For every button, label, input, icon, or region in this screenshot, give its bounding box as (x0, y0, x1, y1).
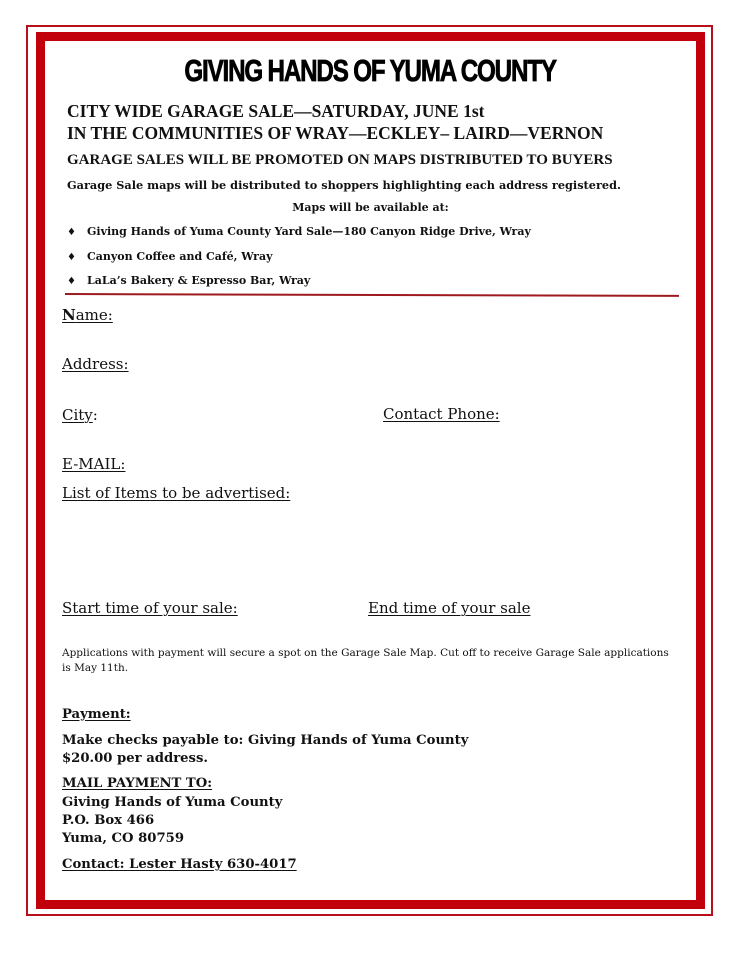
maps-note: Garage Sale maps will be distributed to shoppers highlighting each address registered. (67, 178, 621, 192)
start-time-field-label[interactable]: Start time of your sale: (62, 599, 238, 617)
city-field-label[interactable] (62, 405, 98, 424)
location-text: Canyon Coffee and Café, Wray (87, 250, 273, 263)
payable-to-line: Make checks payable to: Giving Hands of Yuma County (62, 733, 469, 748)
mailing-address-line: Giving Hands of Yuma County (62, 795, 283, 810)
city-colon: : (92, 406, 98, 424)
name-initial: N (62, 306, 76, 324)
email-field-label[interactable]: E-MAIL: (62, 455, 126, 473)
address-field-label[interactable]: Address: (62, 355, 129, 373)
location-text: LaLa’s Bakery & Espresso Bar, Wray (87, 274, 311, 287)
mail-payment-heading: MAIL PAYMENT TO: (62, 776, 213, 791)
end-time-field-label[interactable]: End time of your sale (368, 599, 531, 617)
diamond-bullet-icon: ♦ (67, 276, 76, 287)
flyer-page (45, 41, 696, 900)
contact-line: Contact: Lester Hasty 630-4017 (62, 857, 297, 872)
maps-available-label: Maps will be available at: (292, 201, 449, 214)
communities-headline: IN THE COMMUNITIES OF WRAY—ECKLEY– LAIRD—VERNON (67, 123, 604, 143)
name-label-rest: ame: (75, 306, 113, 324)
location-item (67, 274, 311, 287)
location-item (67, 250, 273, 263)
city-label: City (62, 406, 93, 424)
flyer-title-text: GIVING HANDS OF YUMA COUNTY (184, 53, 557, 88)
fee-line: $20.00 per address. (62, 751, 208, 766)
application-note: Applications with payment will secure a spot on the Garage Sale Map. Cut off to receive Garage Sale applications is May 11th. (62, 647, 669, 674)
payment-heading: Payment: (62, 707, 131, 722)
contact-phone-field-label[interactable]: Contact Phone: (383, 405, 500, 423)
items-field-label[interactable]: List of Items to be advertised: (62, 484, 291, 502)
diamond-bullet-icon: ♦ (67, 252, 76, 263)
event-date-headline: CITY WIDE GARAGE SALE—SATURDAY, JUNE 1st (67, 101, 485, 121)
diamond-bullet-icon: ♦ (67, 227, 76, 238)
name-field-label[interactable] (62, 306, 113, 324)
location-item (67, 225, 531, 238)
promotion-heading: GARAGE SALES WILL BE PROMOTED ON MAPS DISTRIBUTED TO BUYERS (67, 152, 613, 168)
flyer-title (45, 53, 696, 89)
location-text: Giving Hands of Yuma County Yard Sale—180 Canyon Ridge Drive, Wray (87, 225, 531, 238)
mailing-address-line: P.O. Box 466 (62, 813, 155, 828)
mailing-address-line: Yuma, CO 80759 (62, 831, 184, 846)
section-divider (65, 293, 679, 297)
